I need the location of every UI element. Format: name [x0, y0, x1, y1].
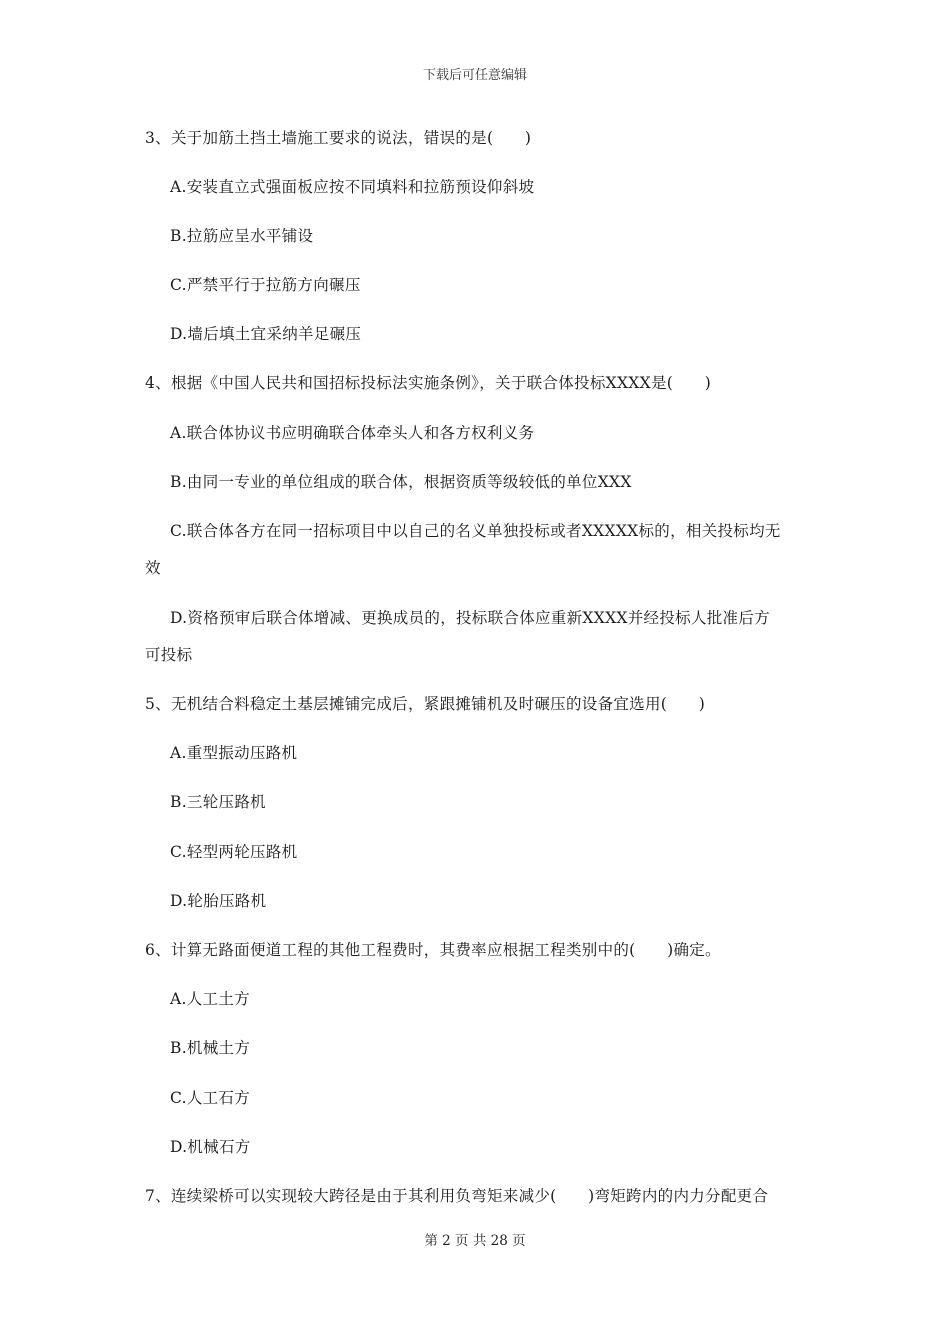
question-6-stem: 6、计算无路面便道工程的其他工程费时，其费率应根据工程类别中的( )确定。: [145, 941, 721, 959]
question-4-stem: 4、根据《中国人民共和国招标投标法实施条例》，关于联合体投标XXXX是( ): [145, 374, 712, 392]
question-6-option-d: D.机械石方: [170, 1138, 251, 1156]
question-4-option-b: B.由同一专业的单位组成的联合体，根据资质等级较低的单位XXX: [170, 473, 632, 491]
header-note: 下载后可任意编辑: [422, 68, 527, 83]
question-4-option-c: C.联合体各方在同一招标项目中以自己的名义单独投标或者XXXXX标的，相关投标均无: [170, 522, 781, 540]
question-6-option-a: A.人工土方: [170, 990, 250, 1008]
question-5-option-a: A.重型振动压路机: [170, 744, 298, 762]
question-3-option-c: C.严禁平行于拉筋方向碾压: [170, 276, 361, 294]
question-4-option-a: A.联合体协议书应明确联合体牵头人和各方权利义务: [170, 424, 535, 442]
question-5-stem: 5、无机结合料稳定土基层摊铺完成后，紧跟摊铺机及时碾压的设备宜选用( ): [145, 695, 706, 713]
question-6-option-c: C.人工石方: [170, 1089, 251, 1107]
question-7-stem: 7、连续梁桥可以实现较大跨径是由于其利用负弯矩来减少( )弯矩跨内的内力分配更合: [145, 1187, 769, 1205]
question-4-option-c-continuation: 效: [145, 559, 161, 577]
question-3-option-b: B.拉筋应呈水平铺设: [170, 227, 314, 245]
question-6-option-b: B.机械土方: [170, 1039, 251, 1057]
question-5-option-d: D.轮胎压路机: [170, 892, 267, 910]
question-3-stem: 3、关于加筋土挡土墙施工要求的说法，错误的是( ): [145, 129, 532, 147]
question-3-option-d: D.墙后填土宜采纳羊足碾压: [170, 325, 362, 343]
question-4-option-d: D.资格预审后联合体增减、更换成员的，投标联合体应重新XXXX并经投标人批准后方: [170, 609, 770, 627]
question-5-option-b: B.三轮压路机: [170, 793, 266, 811]
page-footer: 第 2 页 共 28 页: [424, 1233, 526, 1249]
question-5-option-c: C.轻型两轮压路机: [170, 843, 298, 861]
question-4-option-d-continuation: 可投标: [145, 646, 193, 664]
question-3-option-a: A.安装直立式强面板应按不同填料和拉筋预设仰斜坡: [170, 178, 535, 196]
